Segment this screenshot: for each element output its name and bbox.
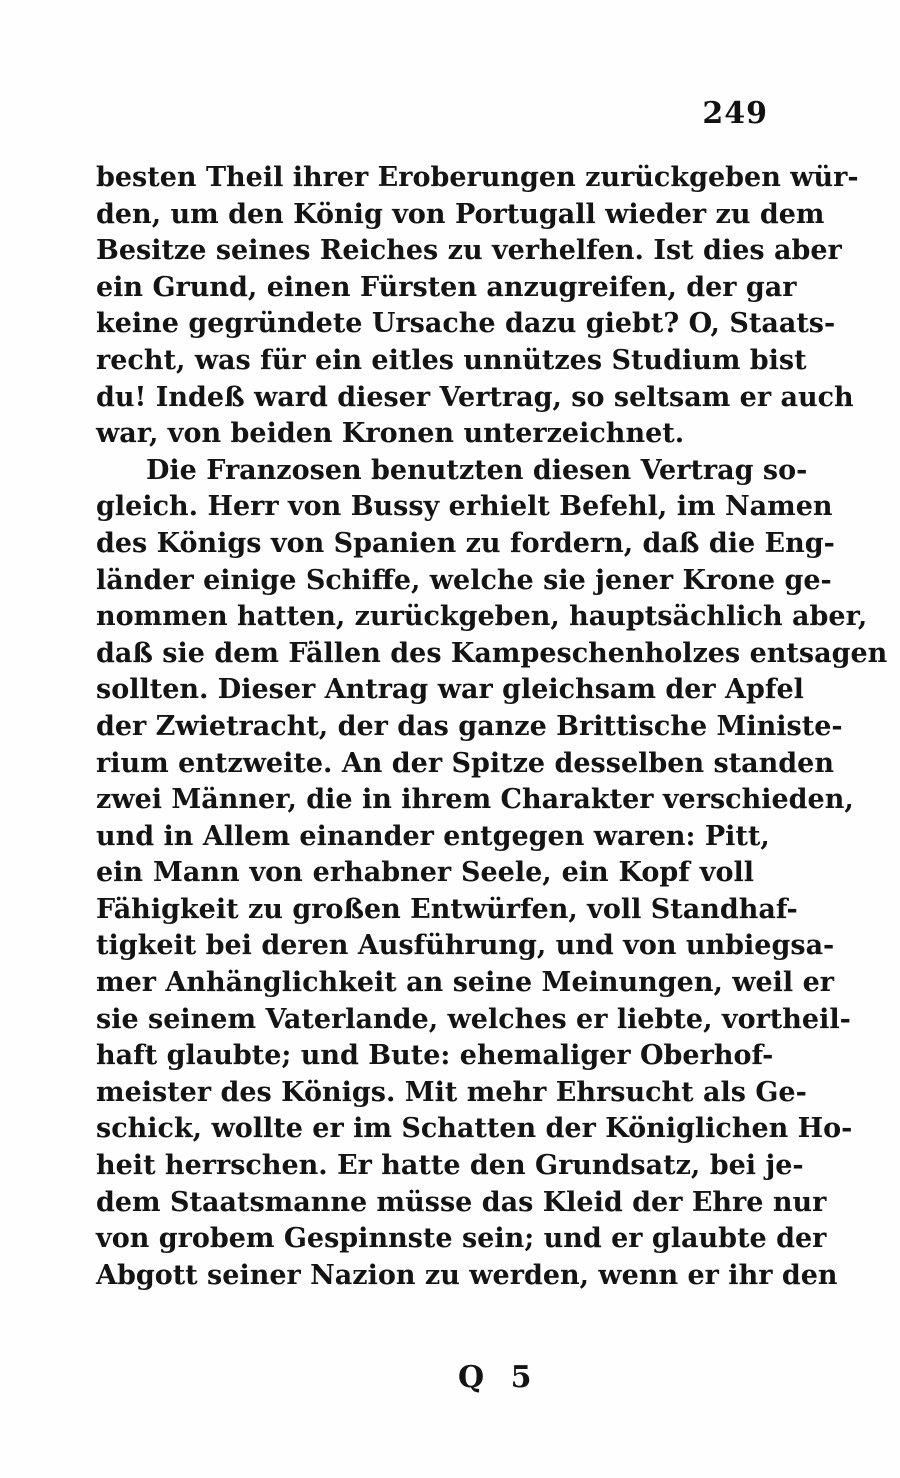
- text-line: ein Grund, einen Fürsten anzugreifen, der gar: [96, 271, 797, 303]
- text-line: tigkeit bei deren Ausführung, und von unbiegsa-: [96, 930, 835, 962]
- text-line: zwei Männer, die in ihrem Charakter verschieden,: [96, 784, 854, 816]
- text-line: des Königs von Spanien zu fordern, daß die Eng-: [96, 527, 835, 559]
- text-line: schick, wollte er im Schatten der Königlichen Ho-: [96, 1113, 853, 1145]
- text-line: Besitze seines Reiches zu verhelfen. Ist dies aber: [96, 235, 842, 267]
- text-line: Fähigkeit zu großen Entwürfen, voll Standhaf-: [96, 893, 798, 925]
- text-line: haft glaubte; und Bute: ehemaliger Oberhof-: [96, 1040, 774, 1072]
- text-line: und in Allem einander entgegen waren: Pitt,: [96, 820, 770, 852]
- text-line: keine gegründete Ursache dazu giebt? O, Staats-: [96, 308, 836, 340]
- text-line: ein Mann von erhabner Seele, ein Kopf voll: [96, 857, 754, 889]
- body-text: [96, 160, 888, 1294]
- text-line: gleich. Herr von Bussy erhielt Befehl, im Namen: [96, 491, 833, 523]
- text-line: von grobem Gespinnste sein; und er glaubte der: [96, 1223, 827, 1255]
- text-line: Die Franzosen benutzten diesen Vertrag so-: [146, 454, 808, 486]
- text-line: sie seinem Vaterlande, welches er liebte, vortheil-: [96, 1003, 851, 1035]
- text-line: länder einige Schiffe, welche sie jener Krone ge-: [96, 564, 832, 596]
- page-number: 249: [702, 96, 768, 131]
- text-line: rium entzweite. An der Spitze desselben standen: [96, 747, 834, 779]
- text-line: den, um den König von Portugall wieder zu dem: [96, 198, 825, 230]
- text-line: daß sie dem Fällen des Kampeschenholzes entsagen: [96, 637, 888, 669]
- text-line: war, von beiden Kronen unterzeichnet.: [96, 418, 685, 450]
- text-line: besten Theil ihrer Eroberungen zurückgeben wür-: [96, 162, 859, 193]
- text-line: meister des Königs. Mit mehr Ehrsucht als Ge-: [96, 1076, 807, 1108]
- printer-signature-mark: Q 5: [458, 1360, 540, 1395]
- text-line: dem Staatsmanne müsse das Kleid der Ehre nur: [96, 1186, 827, 1218]
- text-line: du! Indeß ward dieser Vertrag, so seltsam er auch: [96, 381, 854, 413]
- text-line: sollten. Dieser Antrag war gleichsam der Apfel: [96, 674, 804, 706]
- text-line: recht, was für ein eitles unnützes Studium bist: [96, 344, 807, 376]
- text-line: der Zwietracht, der das ganze Brittische Ministe-: [96, 710, 843, 742]
- text-line: Abgott seiner Nazion zu werden, wenn er ihr den: [96, 1259, 838, 1291]
- text-line: nommen hatten, zurückgeben, hauptsächlich aber,: [96, 601, 868, 633]
- text-line: heit herrschen. Er hatte den Grundsatz, bei je-: [96, 1150, 804, 1182]
- text-line: mer Anhänglichkeit an seine Meinungen, weil er: [96, 967, 834, 999]
